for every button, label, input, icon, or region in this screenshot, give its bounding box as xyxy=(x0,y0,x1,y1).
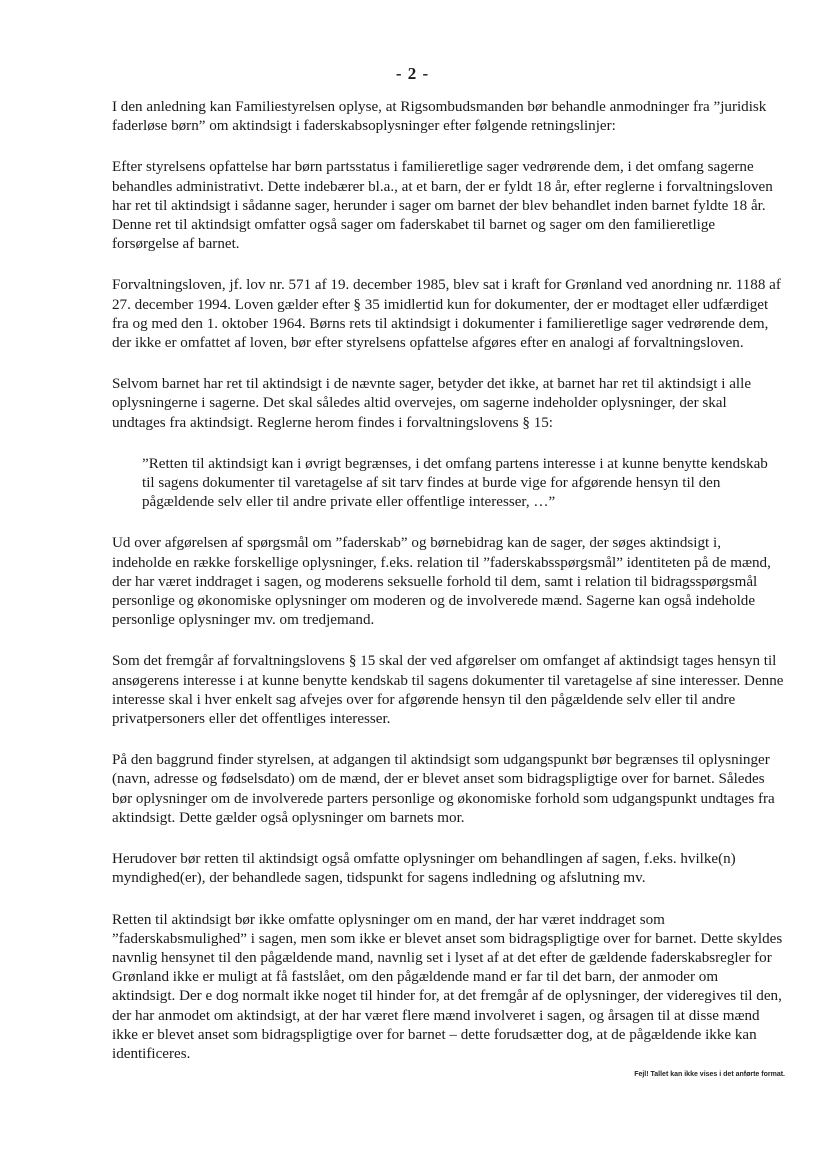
paragraph-interest-weighing: Som det fremgår af forvaltningslovens § 15 skal der ved afgørelser om omfanget af aktindsigt tages hensyn til ansøgerens interesse i at kunne benytte kendskab til sagens dokumenter til varetagelse af sine interesser. Denne interesse skal i hver enkelt sag afvejes over for afgørende hensyn til den pågældende selv eller til andre privatpersoners eller det offentliges interesser. xyxy=(112,653,784,728)
paragraph-paternity-possibility: Retten til aktindsigt bør ikke omfatte oplysninger om en mand, der har været inddraget som ”faderskabsmulighed” i sagen, men som ikke er blevet anset som bidragspligtige over for barnet. Dette skyldes navnlig hensynet til den pågældende mand, navnlig set i lyset af at det efter de gældende faderskabsregler for Grønland ikke er muligt at få fastslået, om den pågældende mand er far til det barn, der anmoder om aktindsigt. Der e dog normalt ikke noget til hinder for, at det fremgår af de oplysninger, der videregives til den, der har anmodet om aktindsigt, at der har været flere mænd involveret i sagen, og årsagen til at disse mænd ikke er blevet anset som bidragspligtige over for barnet – dette forudsætter dog, at de pågældende ikke kan identificeres. xyxy=(112,911,783,1062)
quoted-section-15: ”Retten til aktindsigt kan i øvrigt begrænses, i det omfang partens interesse i at kunne benytte kendskab til sagens dokumenter til varetagelse af sit tarv findes at burde vige for afgørende hensyn til den pågældende selv eller til andre private eller offentlige interesser, …” xyxy=(142,455,768,511)
paragraph-forvaltningsloven: Forvaltningsloven, jf. lov nr. 571 af 19. december 1985, blev sat i kraft for Grønland ved anordning nr. 1188 af 27. december 1994. Loven gælder efter § 35 imidlertid kun for dokumenter, der er modtaget eller udfærdiget fra og med den 1. oktober 1964. Børns rets til aktindsigt i dokumenter i familieretlige sager vedrørende dem, der ikke er omfattet af loven, bør efter styrelsens opfattelse afgøres efter en analogi af forvaltningsloven. xyxy=(112,277,781,352)
paragraph-case-contents: Ud over afgørelsen af spørgsmål om ”faderskab” og børnebidrag kan de sager, der søges aktindsigt i, indeholde en række forskellige oplysninger, f.eks. relation til ”faderskabsspørgsmål” identiteten på de mænd, der har været inddraget i sagen, og moderens seksuelle forhold til dem, samt i relation til bidragsspørgsmål personlige og økonomiske oplysninger om moderen og de involverede mænd. Sagerne kan også indeholde personlige oplysninger mv. om tredjemand. xyxy=(112,535,771,629)
paragraph-party-status: Efter styrelsens opfattelse har børn partsstatus i familieretlige sager vedrørende dem, i det omfang sagerne behandles administrativt. Dette indebærer bl.a., at et barn, der er fyldt 18 år, efter reglerne i forvaltningsloven har ret til aktindsigt i sådanne sager, herunder i sager om barnet der blev behandlet inden barnet fyldte 18 år. Denne ret til aktindsigt omfatter også sager om faderskabet til barnet og sager om den familieretlige forsørgelse af barnet. xyxy=(112,159,773,253)
paragraph-case-handling: Herudover bør retten til aktindsigt også omfatte oplysninger om behandlingen af sagen, f.eks. hvilke(n) myndighed(er), der behandlede sagen, tidspunkt for sagens indledning og afslutning mv. xyxy=(112,851,736,887)
footer-error-note: Fejl! Tallet kan ikke vises i det anførte format. xyxy=(634,1071,785,1078)
document-body xyxy=(112,98,784,1086)
page-number: - 2 - xyxy=(395,64,430,83)
paragraph-access-limits: Selvom barnet har ret til aktindsigt i de nævnte sager, betyder det ikke, at barnet har ret til aktindsigt i alle oplysningerne i sagerne. Det skal således altid overvejes, om sagerne indeholder oplysninger, der skal undtages fra aktindsigt. Reglerne herom findes i forvaltningslovens § 15: xyxy=(112,376,752,431)
paragraph-access-scope: På den baggrund finder styrelsen, at adgangen til aktindsigt som udgangspunkt bør begrænses til oplysninger (navn, adresse og fødselsdato) om de mænd, der er blevet anset som bidragspligtige over for barnet. Således bør oplysninger om de involverede parters personlige og økonomiske forhold som udgangspunkt undtages fra aktindsigt. Dette gælder også oplysninger om barnets mor. xyxy=(112,752,775,826)
paragraph-intro: I den anledning kan Familiestyrelsen oplyse, at Rigsombudsmanden bør behandle anmodninger fra ”juridisk faderløse børn” om aktindsigt i faderskabsoplysninger efter følgende retningslinjer: xyxy=(112,99,767,135)
